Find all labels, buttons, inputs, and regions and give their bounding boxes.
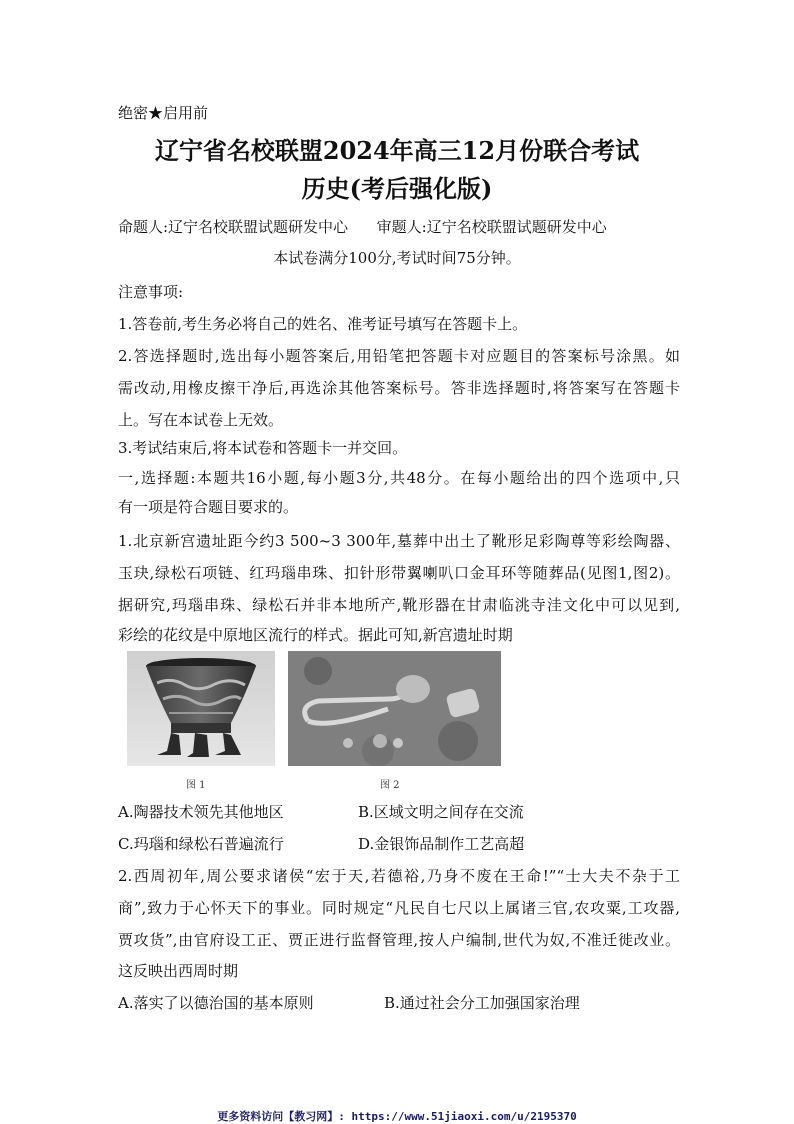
q1-option-b: B.区域文明之间存在交流 [358,803,524,821]
question-1-text: 据研究,玛瑙串珠、绿松石并非本地所产,靴形器在甘肃临洮寺洼文化中可以见到, [118,596,680,614]
pottery-vessel-illustration [127,651,275,766]
question-1-text: 彩绘的花纹是中原地区流行的样式。据此可知,新宫遗址时期 [118,626,513,644]
section-instruction: 一,选择题:本题共16小题,每小题3分,共48分。在每小题给出的四个选项中,只 [118,469,680,487]
figure-1-pottery-image [127,651,275,766]
q2-option-a: A.落实了以德治国的基本原则 [118,994,314,1012]
note-line: 3.考试结束后,将本试卷和答题卡一并交回。 [118,439,408,457]
question-1-text: 1.北京新宫遗址距今约3 500~3 300年,墓葬中出土了靴形足彩陶尊等彩绘陶器、 [118,532,680,550]
exam-title: 辽宁省名校联盟2024年高三12月份联合考试 [154,136,640,165]
question-2-text: 贾攻货”,由官府设工正、贾正进行监督管理,按人户编制,世代为奴,不准迁徙改业。 [118,931,680,949]
note-line: 2.答选择题时,选出每小题答案后,用铅笔把答题卡对应题目的答案标号涂黑。如 [118,347,680,365]
score-info: 本试卷满分100分,考试时间75分钟。 [273,249,521,267]
note-line: 1.答卷前,考生务必将自己的姓名、准考证号填写在答题卡上。 [118,315,528,333]
question-1-text: 玉玦,绿松石项链、红玛瑙串珠、扣针形带翼喇叭口金耳环等随葬品(见图1,图2)。 [118,564,680,582]
q1-option-d: D.金银饰品制作工艺高超 [358,835,525,853]
note-line: 需改动,用橡皮擦干净后,再选涂其他答案标号。答非选择题时,将答案写在答题卡 [118,379,680,397]
figure-1-caption: 图 1 [186,780,206,791]
note-line: 上。写在本试卷上无效。 [118,411,284,429]
secret-label: 绝密★启用前 [118,104,209,122]
q1-option-c: C.玛瑙和绿松石普遍流行 [118,835,284,853]
excavated-artifacts-illustration [288,651,501,766]
question-2-text: 这反映出西周时期 [118,962,239,980]
question-2-text: 2.西周初年,周公要求诸侯“宏于天,若德裕,乃身不废在王命!”“士大夫不杂于工 [118,867,680,885]
notes-heading: 注意事项: [118,283,184,301]
question-2-text: 商”,致力于心怀天下的事业。同时规定“凡民自七尺以上属诸三官,农攻粟,工攻器, [118,899,680,917]
figure-2-caption: 图 2 [380,780,400,791]
q2-option-b: B.通过社会分工加强国家治理 [384,994,580,1012]
q1-option-a: A.陶器技术领先其他地区 [118,803,284,821]
exam-subtitle: 历史(考后强化版) [301,174,493,203]
footer-link[interactable]: 更多资料访问【教习网】: https://www.51jiaoxi.com/u/2195370 [217,1110,577,1123]
section-instruction: 有一项是符合题目要求的。 [118,498,299,516]
authors-line: 命题人:辽宁名校联盟试题研发中心 审题人:辽宁名校联盟试题研发中心 [118,218,607,236]
figure-2-artifacts-image [288,651,501,766]
